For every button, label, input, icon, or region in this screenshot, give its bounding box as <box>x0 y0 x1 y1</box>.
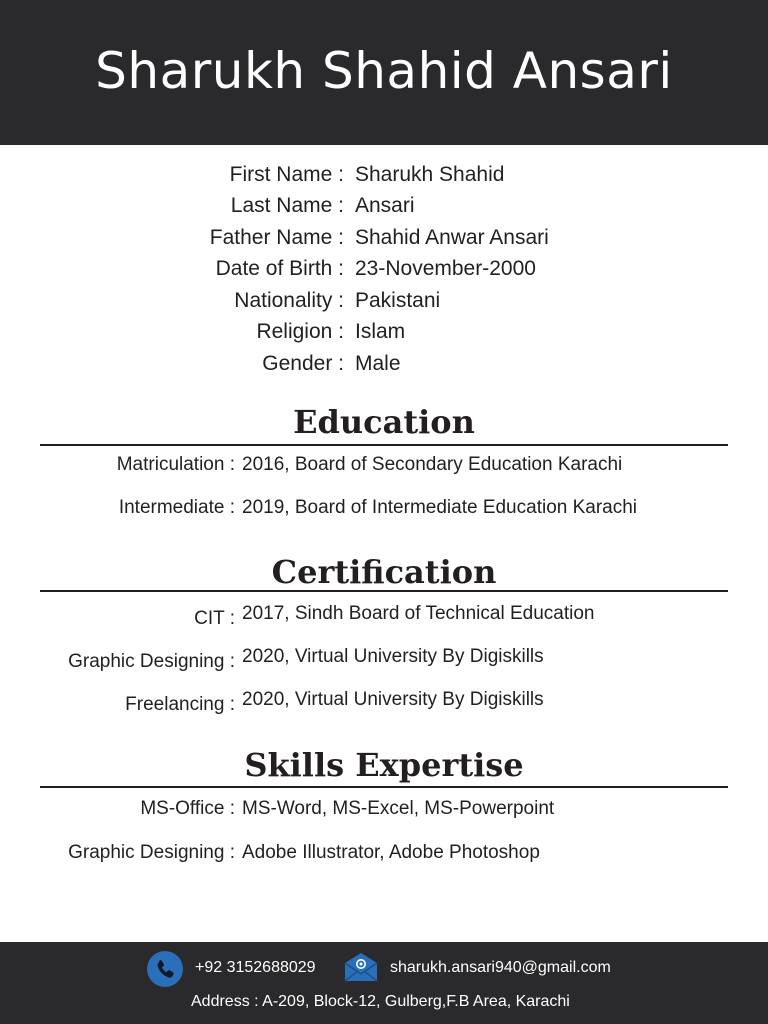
certification-value: 2020, Virtual University By Digiskills <box>242 689 544 710</box>
personal-row-gender <box>0 351 768 377</box>
education-divider <box>40 444 728 446</box>
field-label: Father Name : <box>209 226 344 249</box>
skills-value: MS-Word, MS-Excel, MS-Powerpoint <box>242 798 555 819</box>
field-value: Sharukh Shahid <box>355 163 505 186</box>
field-label: Date of Birth : <box>215 257 344 280</box>
skills-heading: Skills Expertise <box>244 746 524 784</box>
resume-header <box>0 0 768 145</box>
personal-row-last-name <box>0 193 768 219</box>
field-value: Male <box>355 352 401 375</box>
certification-value: 2017, Sindh Board of Technical Education <box>242 603 595 624</box>
field-value: Islam <box>355 320 406 343</box>
certification-value: 2020, Virtual University By Digiskills <box>242 646 544 667</box>
footer-email[interactable]: sharukh.ansari940@gmail.com <box>390 959 611 976</box>
footer-address: Address : A-209, Block-12, Gulberg,F.B Area, Karachi <box>191 993 570 1010</box>
skills-item <box>0 796 768 822</box>
field-label: Last Name : <box>230 194 344 217</box>
skills-item <box>0 840 768 866</box>
education-value: 2019, Board of Intermediate Education Karachi <box>242 497 638 518</box>
education-item <box>0 452 768 478</box>
phone-icon <box>147 951 183 987</box>
certification-item <box>0 687 768 713</box>
certification-item <box>0 601 768 627</box>
skills-label: Graphic Designing : <box>68 842 235 863</box>
personal-row-first-name <box>0 162 768 188</box>
field-value: Pakistani <box>355 289 441 312</box>
certification-label: CIT : <box>194 608 235 629</box>
education-label: Matriculation : <box>116 454 235 475</box>
skills-divider <box>40 786 728 788</box>
envelope-icon <box>342 950 380 984</box>
personal-row-dob <box>0 256 768 282</box>
field-value: 23-November-2000 <box>355 257 536 280</box>
field-label: First Name : <box>229 163 344 186</box>
certification-label: Freelancing : <box>125 694 235 715</box>
field-label: Gender : <box>262 352 344 375</box>
personal-row-nationality <box>0 288 768 314</box>
footer-phone[interactable]: +92 3152688029 <box>195 959 316 976</box>
personal-row-religion <box>0 319 768 345</box>
skills-value: Adobe Illustrator, Adobe Photoshop <box>242 842 540 863</box>
education-label: Intermediate : <box>118 497 235 518</box>
education-heading: Education <box>293 403 475 441</box>
certification-item <box>0 644 768 670</box>
personal-row-father-name <box>0 225 768 251</box>
field-value: Shahid Anwar Ansari <box>355 226 549 249</box>
education-value: 2016, Board of Secondary Education Karachi <box>242 454 623 475</box>
field-label: Nationality : <box>234 289 344 312</box>
resume-name: Sharukh Shahid Ansari <box>95 41 673 100</box>
certification-divider <box>40 590 728 592</box>
field-value: Ansari <box>355 194 415 217</box>
skills-label: MS-Office : <box>140 798 235 819</box>
certification-label: Graphic Designing : <box>68 651 235 672</box>
certification-heading: Certification <box>271 553 497 591</box>
resume-footer <box>0 942 768 1024</box>
education-item <box>0 495 768 521</box>
field-label: Religion : <box>256 320 344 343</box>
